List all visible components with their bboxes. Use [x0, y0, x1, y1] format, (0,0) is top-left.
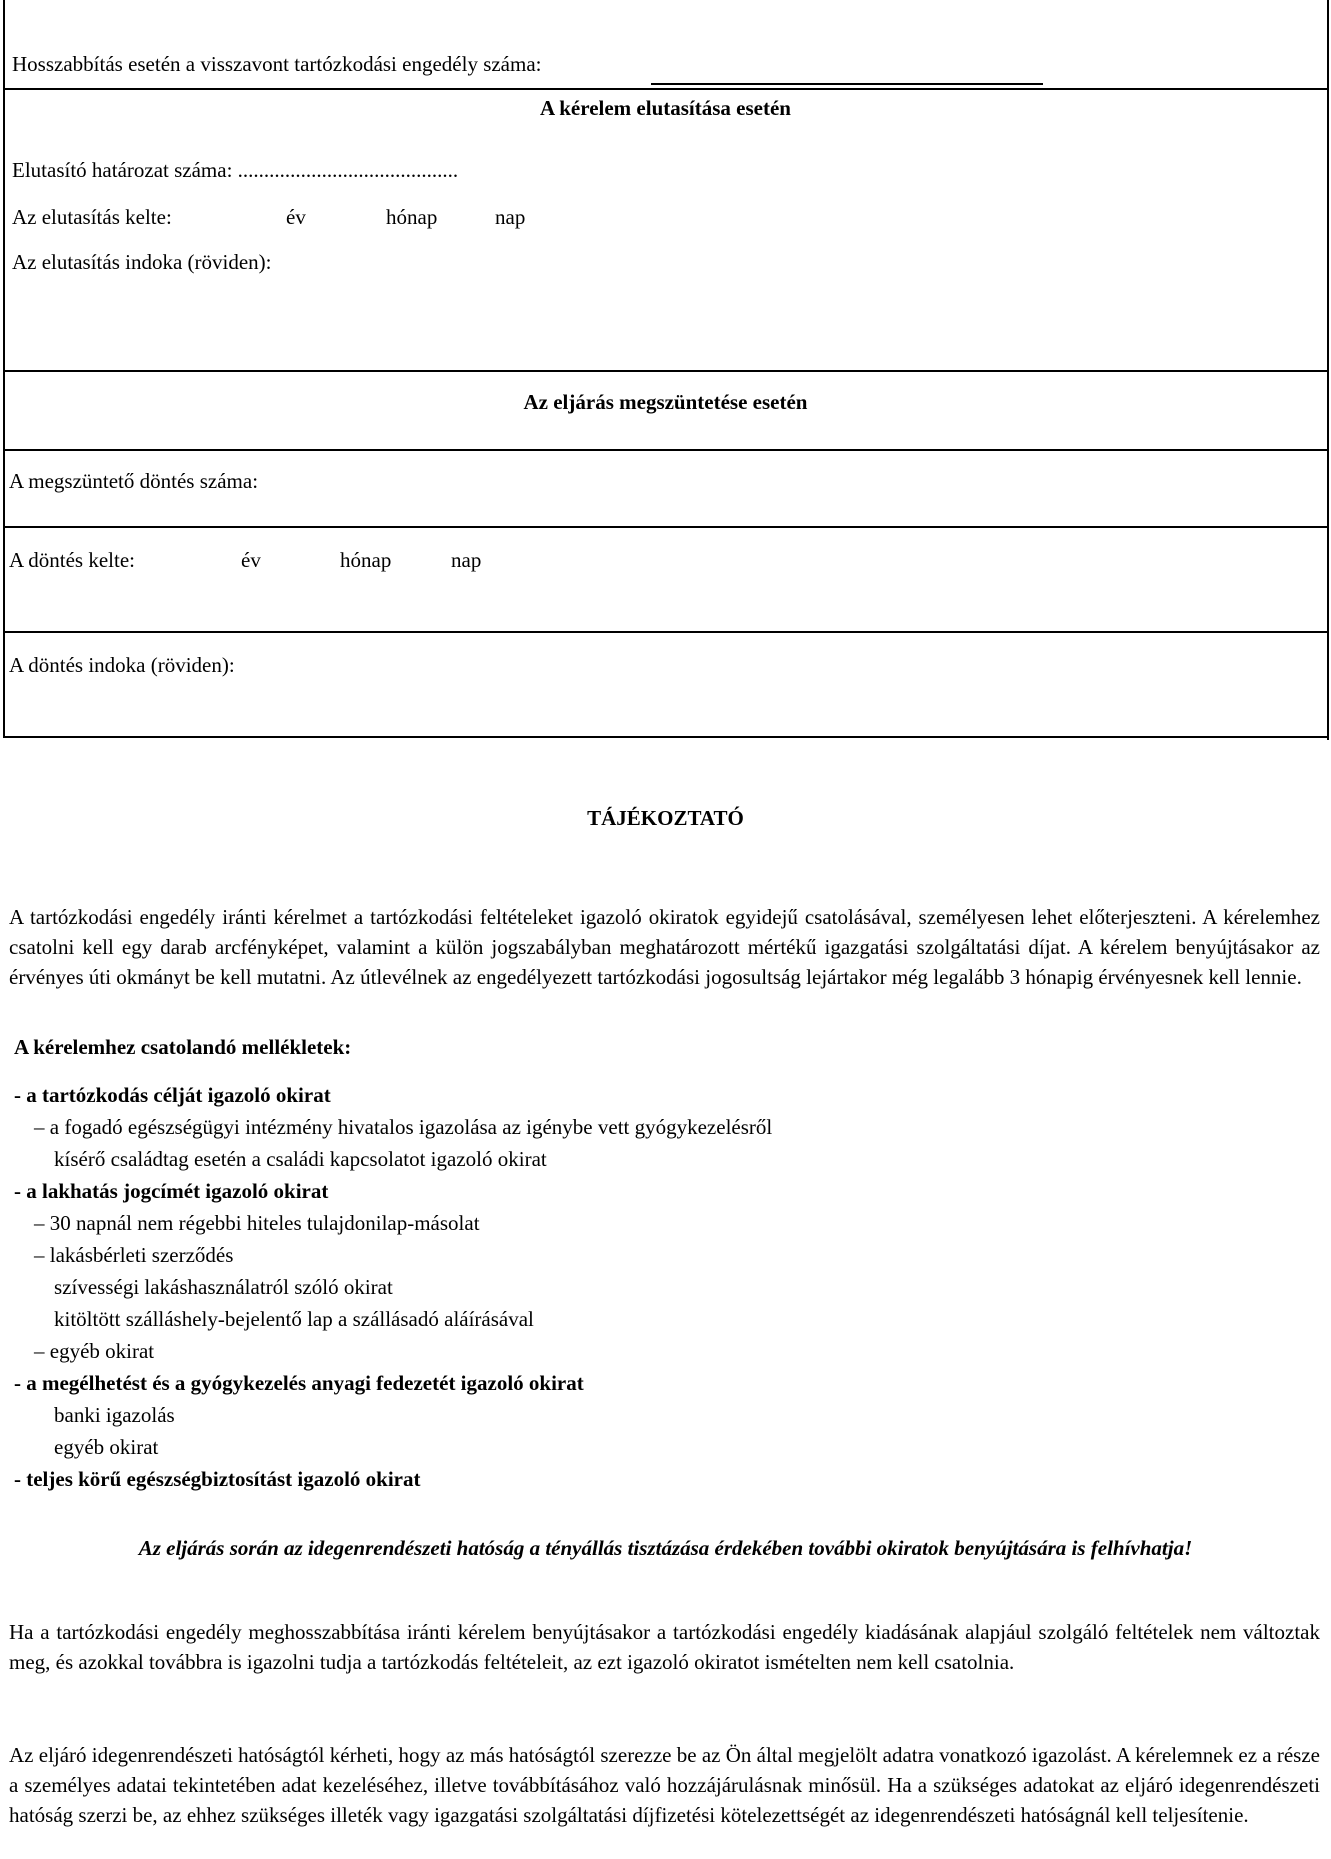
attachment-item: kitöltött szálláshely-bejelentő lap a szállásadó aláírásával	[54, 1307, 534, 1331]
attachment-category: - a tartózkodás célját igazoló okirat	[14, 1083, 331, 1107]
termination-heading: Az eljárás megszüntetése esetén	[523, 390, 808, 414]
rejection-date-label: Az elutasítás kelte:	[12, 205, 172, 229]
attachment-category: - a lakhatás jogcímét igazoló okirat	[14, 1179, 329, 1203]
rejection-month-label: hónap	[386, 205, 438, 229]
row-divider	[3, 88, 1329, 90]
termination-date-label: A döntés kelte:	[9, 548, 135, 572]
rejection-decision-number-label: Elutasító határozat száma: ..........................................	[12, 158, 459, 182]
info-notice: Az eljárás során az idegenrendészeti hatóság a tényállás tisztázása érdekében további okiratok benyújtására is felhívhatja!	[138, 1536, 1193, 1560]
attachment-item: banki igazolás	[54, 1403, 175, 1427]
info-title: TÁJÉKOZTATÓ	[587, 806, 744, 830]
termination-year-label: év	[241, 548, 261, 572]
attachment-item: szívességi lakáshasználatról szóló okirat	[54, 1275, 393, 1299]
row-divider	[3, 449, 1329, 451]
termination-decision-number-label: A megszüntető döntés száma:	[9, 469, 259, 493]
attachment-item: kísérő családtag esetén a családi kapcsolatot igazoló okirat	[54, 1147, 547, 1171]
renewal-permit-number-line[interactable]	[651, 83, 1043, 85]
attachments-heading: A kérelemhez csatolandó mellékletek:	[14, 1035, 352, 1059]
info-paragraph-2: Ha a tartózkodási engedély meghosszabbítása iránti kérelem benyújtásakor a tartózkodási engedély kiadásának alapjául szolgáló feltételek nem változtak meg, és azokkal továbbra is igazolni tudja a tartózkodás feltételeit, az ezt igazoló okiratot ismételten nem kell csatolnia.	[9, 1620, 1320, 1674]
info-paragraph-3: Az eljáró idegenrendészeti hatóságtól kérheti, hogy az más hatóságtól szerezze be az Ön által megjelölt adatra vonatkozó igazolást. A kérelemnek ez a része a személyes adatai tekintetében adat kezeléséhez, illetve továbbításához való hozzájárulásnak minősül. Ha a szükséges adatokat az eljáró idegenrendészeti hatóság szerzi be, az ehhez szükséges illeték vagy igazgatási szolgáltatási díjfizetési kötelezettségét az idegenrendészeti hatóságnál kell teljesítenie.	[9, 1743, 1320, 1827]
rejection-heading: A kérelem elutasítása esetén	[540, 96, 791, 120]
row-divider	[3, 370, 1329, 372]
attachment-item: – egyéb okirat	[34, 1339, 155, 1363]
rejection-reason-label: Az elutasítás indoka (röviden):	[12, 250, 272, 274]
attachment-category: - a megélhetést és a gyógykezelés anyagi fedezetét igazoló okirat	[14, 1371, 584, 1395]
rejection-day-label: nap	[495, 205, 526, 229]
attachment-item: – 30 napnál nem régebbi hiteles tulajdonilap-másolat	[34, 1211, 480, 1235]
info-paragraph-1: A tartózkodási engedély iránti kérelmet a tartózkodási feltételeket igazoló okiratok egyidejű csatolásával, személyesen lehet előterjeszteni. A kérelemhez csatolni kell egy darab arcfényképet, valamint a külön jogszabályban meghatározott mértékű igazgatási szolgáltatási díjat. A kérelem benyújtásakor az érvényes úti okmányt be kell mutatni. Az útlevélnek az engedélyezett tartózkodási jogosultság lejártakor még legalább 3 hónapig érvényesnek kell lennie.	[9, 905, 1320, 989]
row-divider	[3, 631, 1329, 633]
attachment-item: egyéb okirat	[54, 1435, 159, 1459]
attachment-item: – lakásbérleti szerződés	[34, 1243, 234, 1267]
termination-month-label: hónap	[340, 548, 392, 572]
termination-day-label: nap	[451, 548, 482, 572]
termination-reason-label: A döntés indoka (röviden):	[9, 653, 235, 677]
renewal-permit-label: Hosszabbítás esetén a visszavont tartózkodási engedély száma:	[12, 52, 542, 76]
attachment-category: - teljes körű egészségbiztosítást igazoló okirat	[14, 1467, 421, 1491]
table-bottom-border	[3, 736, 1329, 738]
attachment-item: – a fogadó egészségügyi intézmény hivatalos igazolása az igénybe vett gyógykezelésről	[34, 1115, 773, 1139]
rejection-year-label: év	[286, 205, 306, 229]
row-divider	[3, 526, 1329, 528]
